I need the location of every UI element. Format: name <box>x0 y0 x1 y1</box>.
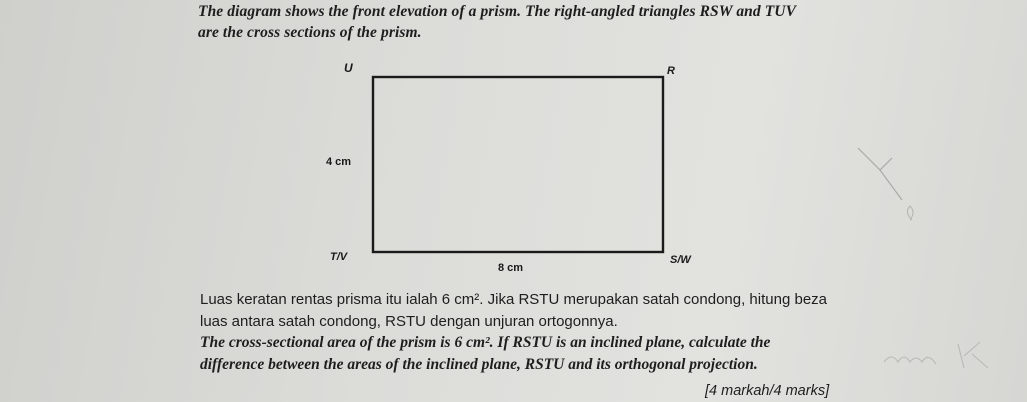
malay-line-2: luas antara satah condong, RSTU dengan unjuran ortogonnya. <box>200 312 618 330</box>
vertex-label-r: R <box>667 65 675 77</box>
height-label: 4 cm <box>326 156 352 168</box>
intro-line-1: The diagram shows the front elevation of a prism. The right-angled triangles RSW and TUV <box>198 3 797 20</box>
vertex-label-tv: T/V <box>330 251 348 263</box>
faint-pencil-marks <box>840 110 950 250</box>
question-body <box>200 289 920 375</box>
question-intro <box>198 1 878 43</box>
front-elevation-svg <box>300 52 720 277</box>
intro-line-2: are the cross sections of the prism. <box>198 24 422 41</box>
english-line-2: difference between the areas of the inclined plane, RSTU and its orthogonal projection. <box>200 355 758 373</box>
marks-label: [4 markah/4 marks] <box>705 383 830 399</box>
rectangle-outline <box>373 77 663 252</box>
front-elevation-diagram <box>300 52 720 277</box>
vertex-label-u: U <box>344 61 353 75</box>
english-line-1: The cross-sectional area of the prism is 6 cm². If RSTU is an inclined plane, calculate the <box>200 334 771 351</box>
vertex-label-sw: S/W <box>670 254 691 266</box>
malay-line-1: Luas keratan rentas prisma itu ialah 6 cm². Jika RSTU merupakan satah condong, hitung beza <box>200 291 827 308</box>
width-label: 8 cm <box>498 262 524 274</box>
